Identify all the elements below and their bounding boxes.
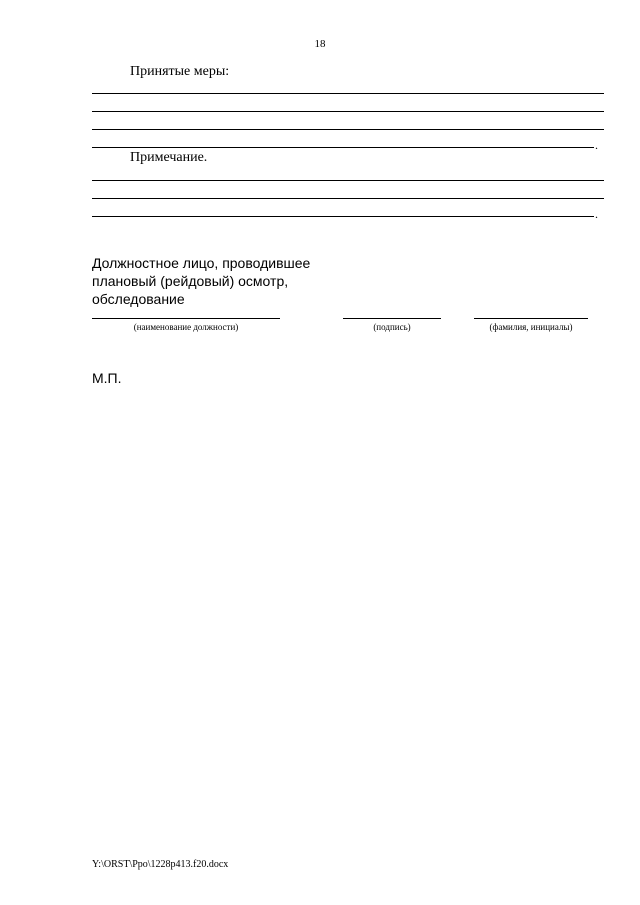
note-line-1 <box>92 180 604 181</box>
name-signature-line <box>474 318 588 319</box>
official-label-line-1: Должностное лицо, проводившее <box>92 255 311 271</box>
note-line-3 <box>92 216 594 217</box>
signature-caption: (подпись) <box>373 322 411 332</box>
measures-line-1 <box>92 93 604 94</box>
measures-line-4 <box>92 147 594 148</box>
position-caption: (наименование должности) <box>133 322 239 332</box>
measures-line-2 <box>92 111 604 112</box>
position-signature-line <box>92 318 280 319</box>
official-label-line-2: плановый (рейдовый) осмотр, <box>92 273 289 289</box>
footer-file-path: Y:\ORST\Ppo\1228p413.f20.docx <box>92 859 229 870</box>
measures-line-3 <box>92 129 604 130</box>
page-number: 18 <box>314 38 326 50</box>
note-heading: Примечание. <box>130 150 208 165</box>
measures-line-end: . <box>595 138 598 152</box>
signature-line <box>343 318 441 319</box>
note-line-end: . <box>595 207 598 221</box>
measures-heading: Принятые меры: <box>130 64 230 79</box>
stamp-placeholder: М.П. <box>92 370 122 386</box>
name-caption: (фамилия, инициалы) <box>489 322 573 332</box>
official-label <box>92 254 352 308</box>
note-line-2 <box>92 198 604 199</box>
official-label-line-3: обследование <box>92 291 185 307</box>
